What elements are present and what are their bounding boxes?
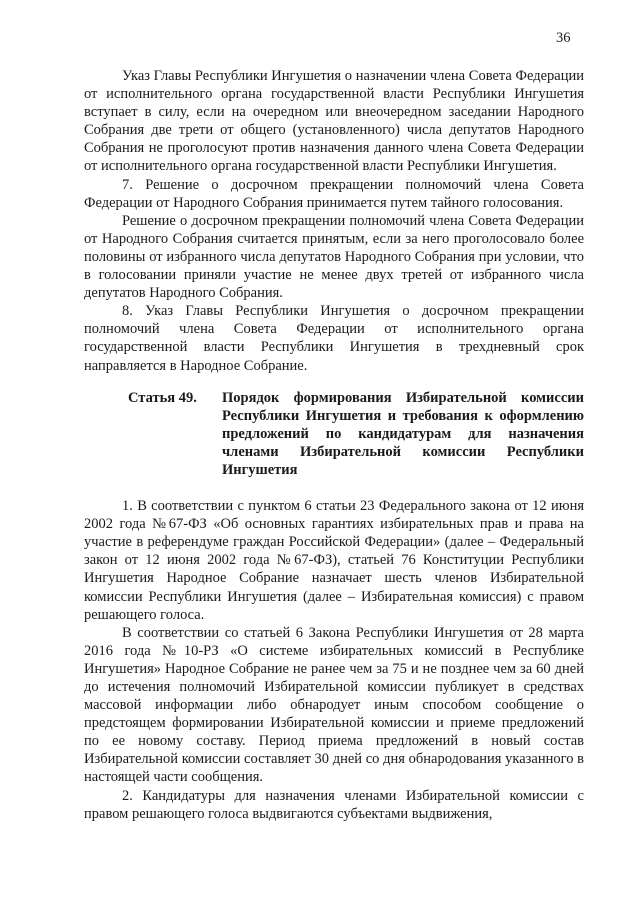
paragraph: 8. Указ Главы Республики Ингушетия о досрочном прекращении полномочий члена Совета Федерации от исполнительного органа государственной власти Республики Ингушетия в трехдневный срок направляется в Народное Собрание. [84, 303, 584, 374]
article-number: Статья 49. [128, 389, 197, 406]
paragraph: Решение о досрочном прекращении полномочий члена Совета Федерации от Народного Собрания считается принятым, если за него проголосовало более половины от избранного числа депутатов Народного Собрания при условии, что в голосовании приняли участие не менее двух третей от избранного числа депутатов Народного Собрания. [84, 212, 584, 302]
paragraph: Указ Главы Республики Ингушетия о назначении члена Совета Федерации от исполнительного органа государственной власти Республики Ингушетия вступает в силу, если на очередном или внеочередном заседании Народного Собрания две трети от общего (установленного) числа депутатов Народного Собрания не проголосуют против назначения данного члена Совета Федерации от исполнительного органа государственной власти Республики Ингушетия. [84, 68, 584, 175]
article-heading [84, 389, 584, 479]
paragraph: 2. Кандидатуры для назначения членами Избирательной комиссии с правом решающего голоса выдвигаются субъектами выдвижения, [84, 787, 584, 822]
paragraph: В соответствии со статьей 6 Закона Республики Ингушетия от 28 марта 2016 года №10-РЗ «О системе избирательных комиссий в Республике Ингушетия» Народное Собрание не ранее чем за 75 и не позднее чем за 60 дней до истечения полномочий Избирательной комиссии публикует в средствах массовой информации либо обнародует иным способом сообщение о предстоящем формировании Избирательной комиссии и приеме предложений по ее новому составу. Период приема предложений в новый состав Избирательной комиссии составляет 30 дней со дня обнародования указанного в настоящей части сообщения. [84, 624, 584, 786]
paragraph: 1. В соответствии с пунктом 6 статьи 23 Федерального закона от 12 июня 2002 года №67-ФЗ «Об основных гарантиях избирательных прав и права на участие в референдуме граждан Российской Федерации» (далее – Федеральный закон от 12 июня 2002 года №67-ФЗ), статьей 76 Конституции Республики Ингушетия Народное Собрание назначает шесть членов Избирательной комиссии Республики Ингушетия (далее – Избирательная комиссия) с правом решающего голоса. [84, 498, 584, 623]
paragraph: 7. Решение о досрочном прекращении полномочий члена Совета Федерации от Народного Собрания принимается путем тайного голосования. [84, 176, 584, 211]
page-number: 36 [556, 30, 571, 46]
article-title: Порядок формирования Избирательной комиссии Республики Ингушетия и требования к оформлению предложений по кандидатурам для назначения членами Избирательной комиссии Республики Ингушетия [222, 389, 584, 478]
document-body [84, 67, 584, 823]
